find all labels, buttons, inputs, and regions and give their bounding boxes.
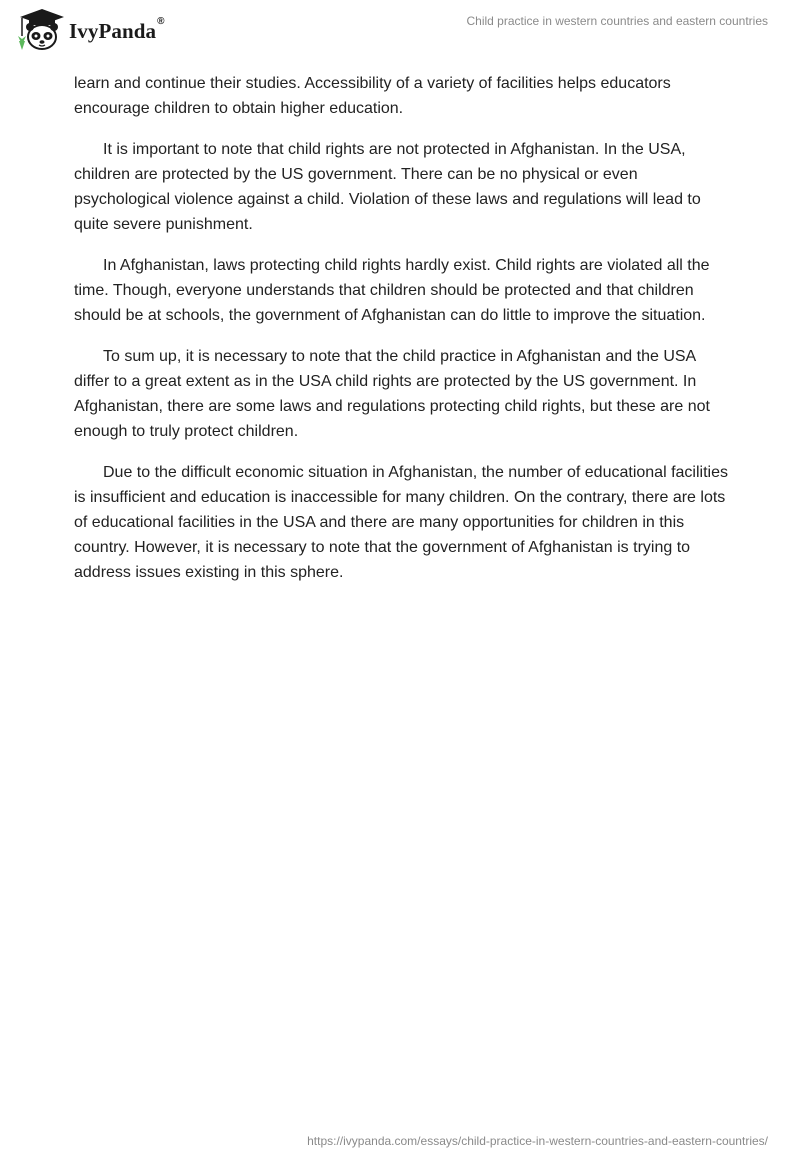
essay-body	[74, 71, 728, 601]
page-header	[0, 0, 800, 66]
panda-graduate-icon	[14, 8, 66, 52]
paragraph: It is important to note that child rights are not protected in Afghanistan. In the USA, children are protected by the US government. There can be no physical or even psychological violence against a child. Violation of these laws and regulations will lead to quite severe punishment.	[74, 141, 701, 233]
paragraph: To sum up, it is necessary to note that the child practice in Afghanistan and the USA differ to a great extent as in the USA child rights are protected by the US government. In Afghanistan, there are some laws and regulations protecting child rights, but these are not enough to truly protect children.	[74, 348, 710, 440]
paragraph: Due to the difficult economic situation in Afghanistan, the number of educational facilities is insufficient and education is inaccessible for many children. On the contrary, there are lots of educational facilities in the USA and there are many opportunities for children in this country. However, it is necessary to note that the government of Afghanistan is trying to address issues existing in this sphere.	[74, 464, 728, 581]
paragraph-continuation: learn and continue their studies. Accessibility of a variety of facilities helps educators encourage children to obtain higher education.	[74, 75, 671, 117]
paragraph: In Afghanistan, laws protecting child rights hardly exist. Child rights are violated all the time. Though, everyone understands that children should be protected and that children should be at schools, the government of Afghanistan can do little to improve the situation.	[74, 257, 710, 324]
source-url[interactable]: https://ivypanda.com/essays/child-practice-in-western-countries-and-eastern-countries/	[307, 1134, 768, 1148]
registered-mark: ®	[157, 15, 165, 27]
brand-name: IvyPanda®	[69, 15, 165, 43]
brand-logo[interactable]	[14, 8, 165, 52]
document-title: Child practice in western countries and eastern countries	[466, 14, 768, 28]
